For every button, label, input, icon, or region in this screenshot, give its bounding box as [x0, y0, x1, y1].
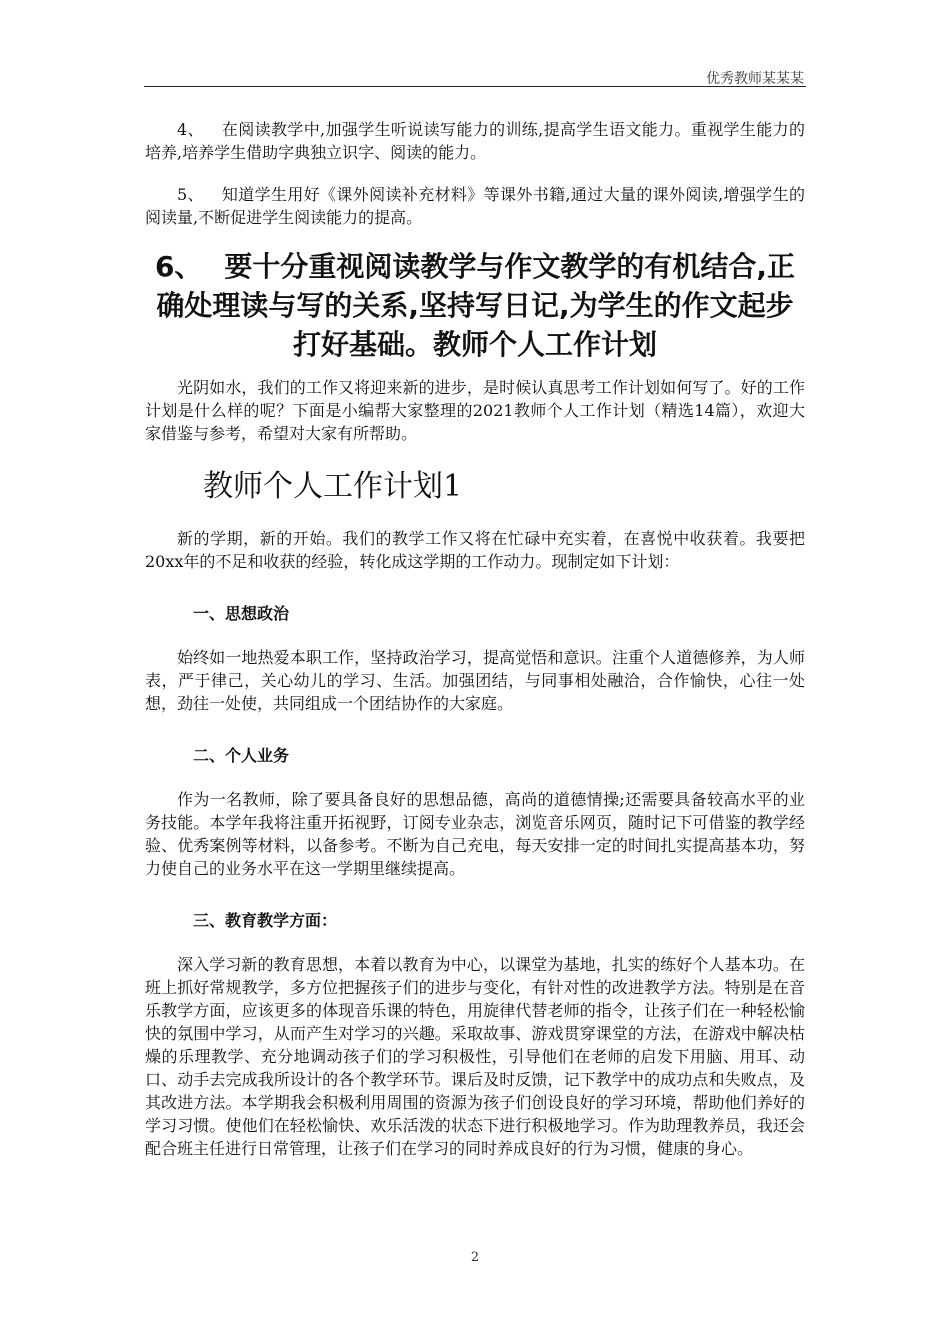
- section-title: 三、教育教学方面：: [193, 911, 338, 930]
- intro-paragraph: 光阴如水，我们的工作又将迎来新的进步，是时候认真思考工作计划如何写了。好的工作计划是什么样的呢？下面是小编帮大家整理的2021教师个人工作计划（精选14篇），欢迎大家借鉴与参考，希望对大家有所帮助。: [145, 378, 805, 443]
- list-item: [145, 183, 805, 229]
- item-text: 知道学生用好《课外阅读补充材料》等课外书籍,通过大量的课外阅读,增强学生的阅读量,不断促进学生阅读能力的提高。: [145, 185, 805, 227]
- section-title: 一、思想政治: [193, 604, 290, 623]
- section-heading: [145, 247, 805, 364]
- list-item: [145, 118, 805, 164]
- section-paragraph: 深入学习新的教育思想，本着以教育为中心，以课堂为基地，扎实的练好个人基本功。在班上抓好常规教学，多方位把握孩子们的进步与变化，有针对性的改进教学方法。特别是在音乐教学方面，应该更多的体现音乐课的特色，用旋律代替老师的指令，让孩子们在一种轻松愉快的氛围中学习，从而产生对学习的兴趣。采取故事、游戏贯穿课堂的方法，在游戏中解决枯燥的乐理教学、充分地调动孩子们的学习积极性，引导他们在老师的启发下用脑、用耳、动口、动手去完成我所设计的各个教学环节。课后及时反馈，记下教学中的成功点和失败点，及其改进方法。本学期我会积极利用周围的资源为孩子们创设良好的学习环境，帮助他们养好的学习习惯。使他们在轻松愉快、欢乐活泼的状态下进行积极地学习。作为助理教养员，我还会配合班主任进行日常管理，让孩子们在学习的同时养成良好的行为习惯，健康的身心。: [145, 955, 805, 1158]
- heading-number: 6、: [154, 250, 203, 283]
- plan-title: 教师个人工作计划1: [203, 469, 463, 504]
- item-number: 5、: [177, 185, 204, 204]
- heading-text: 要十分重视阅读教学与作文教学的有机结合,正确处理读与写的关系,坚持写日记,为学生的作文起步打好基础。教师个人工作计划: [156, 250, 796, 361]
- section-paragraph: 作为一名教师，除了要具备良好的思想品德，高尚的道德情操;还需要具备较高水平的业务技能。本学年我将注重开拓视野，订阅专业杂志，浏览音乐网页，随时记下可借鉴的教学经验、优秀案例等材料，以备参考。不断为自己充电，每天安排一定的时间扎实提高基本功，努力使自己的业务水平在这一学期里继续提高。: [145, 790, 805, 878]
- document-body: [145, 110, 805, 1160]
- page-number: 2: [470, 1250, 480, 1265]
- item-text: 在阅读教学中,加强学生听说读写能力的训练,提高学生语文能力。重视学生能力的培养,培养学生借助字典独立识字、阅读的能力。: [145, 120, 805, 162]
- plan-intro-paragraph: 新的学期，新的开始。我们的教学工作又将在忙碌中充实着，在喜悦中收获着。我要把20xx年的不足和收获的经验，转化成这学期的工作动力。现制定如下计划：: [145, 529, 805, 571]
- section-title: 二、个人业务: [193, 746, 290, 765]
- header-rule: [144, 86, 806, 87]
- header-text: 优秀教师某某某: [706, 71, 804, 87]
- item-number: 4、: [177, 120, 204, 139]
- section-paragraph: 始终如一地热爱本职工作，坚持政治学习，提高觉悟和意识。注重个人道德修养，为人师表，严于律己，关心幼儿的学习、生活。加强团结，与同事相处融洽，合作愉快，心往一处想，劲往一处使，共同组成一个团结协作的大家庭。: [145, 648, 805, 713]
